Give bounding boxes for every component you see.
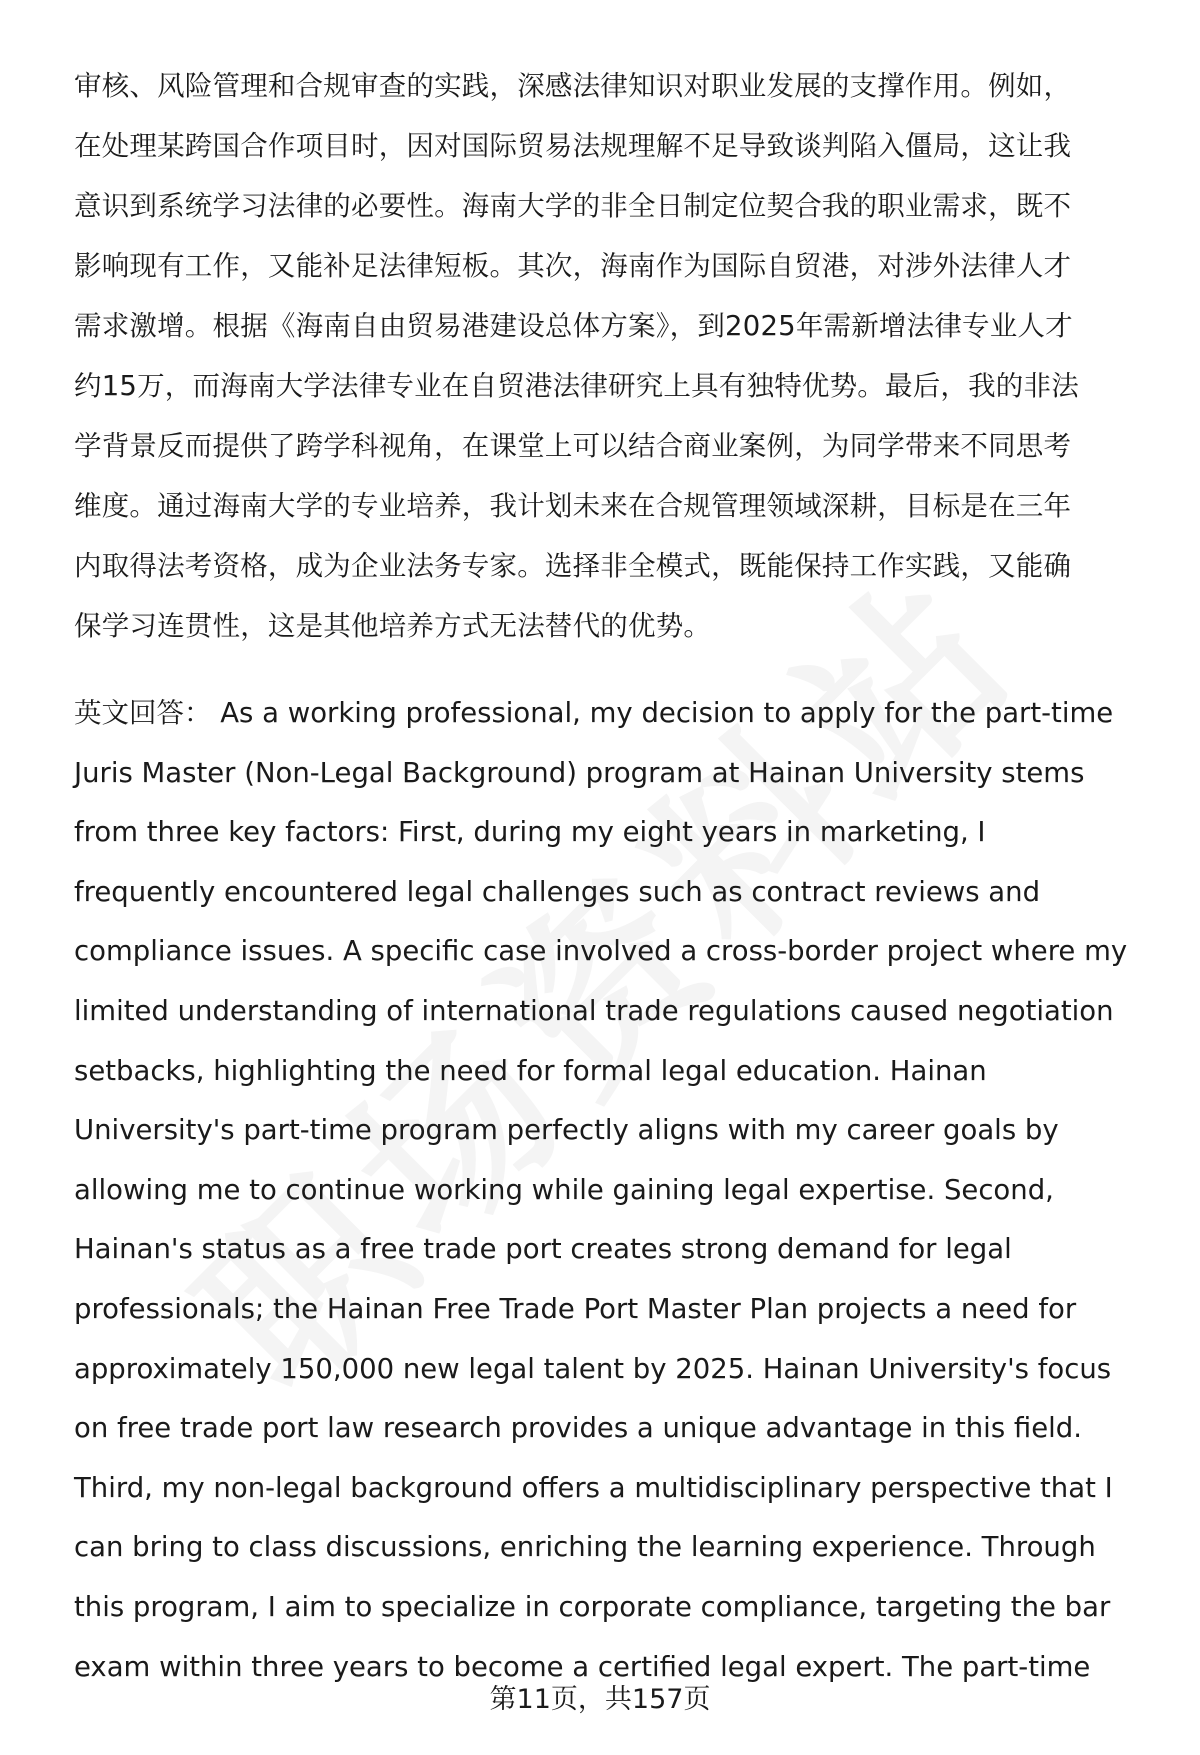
text-line: approximately 150,000 new legal talent by 2025. Hainan University's focus bbox=[74, 1352, 1112, 1385]
text-line: 影响现有工作，又能补足法律短板。其次，海南作为国际自贸港，对涉外法律人才 bbox=[74, 250, 1072, 282]
text-line: 英文回答： As a working professional, my decision to apply for the part-time bbox=[74, 697, 1114, 729]
text-line: 需求激增。根据《海南自由贸易港建设总体方案》，到2025年需新增法律专业人才 bbox=[74, 310, 1073, 342]
english-answer-paragraph bbox=[74, 684, 1164, 1697]
text-line: allowing me to continue working while gaining legal expertise. Second, bbox=[74, 1173, 1054, 1206]
text-line: 维度。通过海南大学的专业培养，我计划未来在合规管理领域深耕，目标是在三年 bbox=[74, 490, 1072, 522]
text-line: University's part-time program perfectly aligns with my career goals by bbox=[74, 1114, 1059, 1147]
chinese-answer-paragraph bbox=[74, 56, 1164, 656]
text-line: can bring to class discussions, enriching the learning experience. Through bbox=[74, 1531, 1096, 1564]
text-line: Juris Master (Non-Legal Background) program at Hainan University stems bbox=[74, 756, 1085, 789]
page-content bbox=[74, 56, 1164, 1697]
text-line: from three key factors: First, during my eight years in marketing, I bbox=[74, 816, 986, 849]
text-line: setbacks, highlighting the need for formal legal education. Hainan bbox=[74, 1054, 987, 1087]
text-line: 意识到系统学习法律的必要性。海南大学的非全日制定位契合我的职业需求，既不 bbox=[74, 190, 1072, 222]
text-line: 内取得法考资格，成为企业法务专家。选择非全模式，既能保持工作实践，又能确 bbox=[74, 550, 1072, 582]
text-line: 在处理某跨国合作项目时，因对国际贸易法规理解不足导致谈判陷入僵局，这让我 bbox=[74, 130, 1072, 162]
text-line: exam within three years to become a certified legal expert. The part-time bbox=[74, 1650, 1091, 1683]
text-line: compliance issues. A specific case involved a cross-border project where my bbox=[74, 935, 1128, 968]
text-line: limited understanding of international trade regulations caused negotiation bbox=[74, 994, 1114, 1027]
text-line: 学背景反而提供了跨学科视角，在课堂上可以结合商业案例，为同学带来不同思考 bbox=[74, 430, 1072, 462]
text-line: professionals; the Hainan Free Trade Port Master Plan projects a need for bbox=[74, 1292, 1077, 1325]
text-line: Third, my non-legal background offers a multidisciplinary perspective that I bbox=[74, 1471, 1113, 1504]
text-line: Hainan's status as a free trade port creates strong demand for legal bbox=[74, 1233, 1012, 1266]
text-line: 保学习连贯性，这是其他培养方式无法替代的优势。 bbox=[74, 610, 712, 642]
text-line: 审核、风险管理和合规审查的实践，深感法律知识对职业发展的支撑作用。例如， bbox=[74, 70, 1072, 102]
text-line: this program, I aim to specialize in corporate compliance, targeting the bar bbox=[74, 1590, 1111, 1623]
text-line: frequently encountered legal challenges such as contract reviews and bbox=[74, 875, 1041, 908]
text-line: 约15万，而海南大学法律专业在自贸港法律研究上具有独特优势。最后，我的非法 bbox=[74, 370, 1079, 402]
page-number-footer: 第11页，共157页 bbox=[489, 1684, 711, 1715]
text-line: on free trade port law research provides a unique advantage in this field. bbox=[74, 1412, 1082, 1445]
